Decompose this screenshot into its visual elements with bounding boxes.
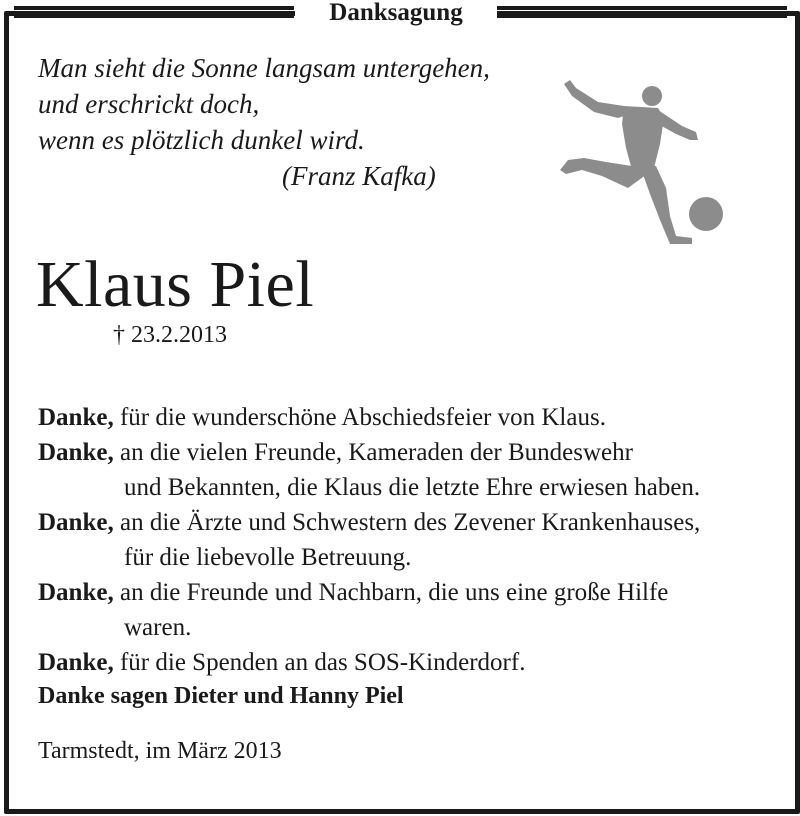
header-rule-left bbox=[14, 6, 294, 10]
thanks-lead: Danke, bbox=[38, 649, 114, 676]
deceased-name: Klaus Piel bbox=[36, 248, 315, 321]
quote-line: wenn es plötzlich dunkel wird. bbox=[38, 125, 365, 155]
place-date: Tarmstedt, im März 2013 bbox=[38, 738, 282, 764]
thanks-text: an die vielen Freunde, Kameraden der Bundeswehr bbox=[113, 439, 633, 466]
kafka-quote bbox=[38, 50, 490, 194]
signoff: Danke sagen Dieter und Hanny Piel bbox=[38, 683, 404, 709]
thanks-lead: Danke, bbox=[38, 404, 114, 431]
soccer-player-silhouette-icon bbox=[558, 78, 728, 248]
thanks-continuation: und Bekannten, die Klaus die letzte Ehre erwiesen haben. bbox=[124, 474, 701, 501]
thanks-lead: Danke, bbox=[38, 579, 114, 606]
thanks-list bbox=[38, 400, 700, 680]
thanks-lead: Danke, bbox=[38, 439, 114, 466]
thanks-continuation: waren. bbox=[124, 614, 192, 641]
header-rule-left-2 bbox=[14, 14, 294, 18]
quote-line: Man sieht die Sonne langsam untergehen, bbox=[38, 53, 490, 83]
thanks-item bbox=[38, 575, 700, 610]
thanks-item bbox=[38, 435, 700, 470]
thanks-text: an die Freunde und Nachbarn, die uns eine große Hilfe bbox=[113, 579, 669, 606]
death-date: † 23.2.2013 bbox=[113, 322, 227, 348]
thanks-text: an die Ärzte und Schwestern des Zevener Krankenhauses, bbox=[113, 509, 701, 536]
quote-author: (Franz Kafka) bbox=[282, 161, 436, 191]
header-rule-right-2 bbox=[497, 14, 787, 18]
header-rule-right bbox=[497, 6, 787, 10]
thanks-lead: Danke, bbox=[38, 509, 114, 536]
thanks-item bbox=[38, 400, 700, 435]
thanks-item bbox=[38, 645, 700, 680]
thanks-text: für die Spenden an das SOS-Kinderdorf. bbox=[113, 649, 526, 676]
thanks-text: für die wunderschöne Abschiedsfeier von Klaus. bbox=[113, 404, 606, 431]
quote-line: und erschrickt doch, bbox=[38, 89, 260, 119]
thanks-continuation: für die liebevolle Betreuung. bbox=[124, 544, 412, 571]
header-title: Danksagung bbox=[295, 0, 497, 28]
thanks-item bbox=[38, 505, 700, 540]
